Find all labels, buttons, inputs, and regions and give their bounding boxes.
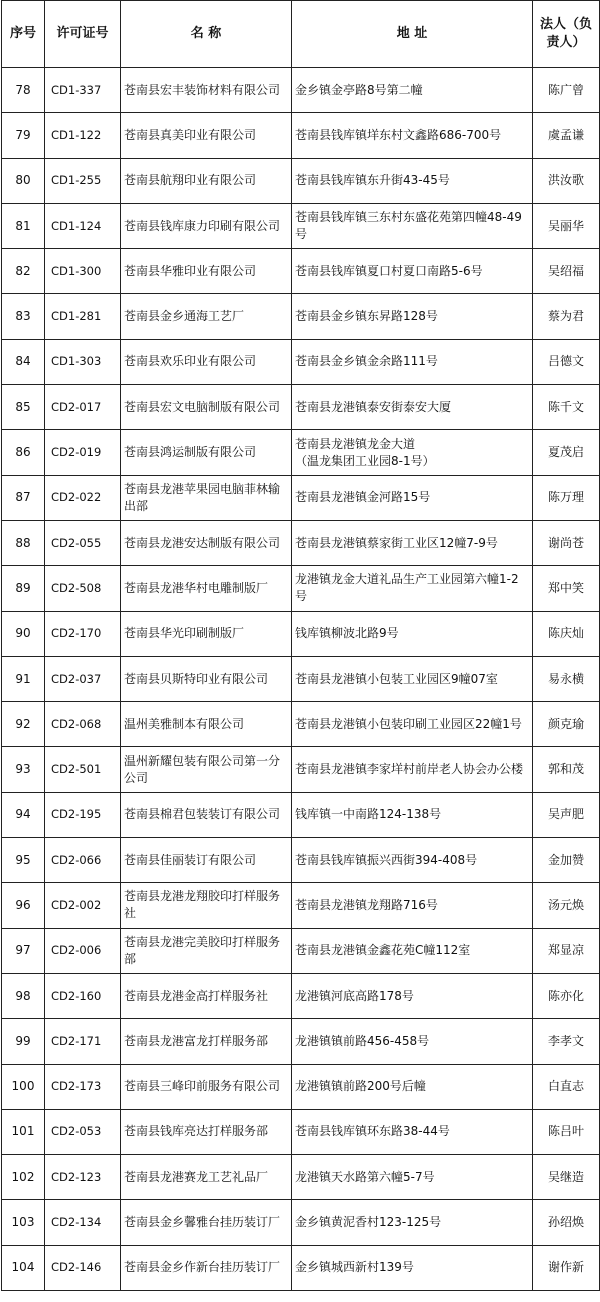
cell-person: 吴丽华 — [533, 203, 600, 248]
cell-person: 谢尚苍 — [533, 520, 600, 565]
cell-license: CD2-134 — [45, 1200, 121, 1245]
cell-license: CD2-002 — [45, 883, 121, 928]
cell-license: CD2-017 — [45, 385, 121, 430]
cell-person: 郑显凉 — [533, 928, 600, 973]
header-row — [2, 1, 600, 68]
cell-name: 苍南县钱库亮达打样服务部 — [121, 1109, 292, 1154]
cell-person: 金加赞 — [533, 838, 600, 883]
table-row — [2, 838, 600, 883]
cell-license: CD2-171 — [45, 1019, 121, 1064]
cell-name: 苍南县金乡通海工艺厂 — [121, 294, 292, 339]
cell-no: 82 — [2, 249, 45, 294]
cell-no: 94 — [2, 792, 45, 837]
cell-person: 谢作新 — [533, 1245, 600, 1290]
cell-address: 龙港镇镇前路456-458号 — [292, 1019, 533, 1064]
cell-no: 91 — [2, 656, 45, 701]
cell-license: CD2-053 — [45, 1109, 121, 1154]
cell-license: CD1-303 — [45, 339, 121, 384]
cell-address: 钱库镇柳波北路9号 — [292, 611, 533, 656]
cell-license: CD1-122 — [45, 113, 121, 158]
table-row — [2, 747, 600, 792]
cell-person: 汤元焕 — [533, 883, 600, 928]
cell-address: 龙港镇龙金大道礼品生产工业园第六幢1-2号 — [292, 566, 533, 611]
table-row — [2, 249, 600, 294]
cell-name: 苍南县龙港赛龙工艺礼品厂 — [121, 1155, 292, 1200]
table-row — [2, 113, 600, 158]
cell-person: 吕德文 — [533, 339, 600, 384]
table-row — [2, 1155, 600, 1200]
table-row — [2, 339, 600, 384]
cell-license: CD2-019 — [45, 430, 121, 475]
cell-no: 96 — [2, 883, 45, 928]
cell-person: 陈亦化 — [533, 973, 600, 1018]
table-row — [2, 656, 600, 701]
cell-name: 苍南县宏丰装饰材料有限公司 — [121, 68, 292, 113]
cell-person: 郭和茂 — [533, 747, 600, 792]
cell-address: 苍南县金乡镇金余路111号 — [292, 339, 533, 384]
cell-address: 苍南县龙港镇小包装印刷工业园区22幢1号 — [292, 702, 533, 747]
table-row — [2, 68, 600, 113]
cell-address: 苍南县钱库镇垟东村文鑫路686-700号 — [292, 113, 533, 158]
cell-name: 苍南县龙港完美胶印打样服务部 — [121, 928, 292, 973]
cell-no: 78 — [2, 68, 45, 113]
table-row — [2, 928, 600, 973]
cell-license: CD1-255 — [45, 158, 121, 203]
cell-person: 李孝文 — [533, 1019, 600, 1064]
cell-no: 95 — [2, 838, 45, 883]
table-row — [2, 1245, 600, 1290]
cell-name: 苍南县龙港龙翔胶印打样服务社 — [121, 883, 292, 928]
header-no: 序号 — [2, 1, 45, 68]
cell-name: 苍南县龙港富龙打样服务部 — [121, 1019, 292, 1064]
cell-license: CD2-055 — [45, 520, 121, 565]
cell-person: 白直志 — [533, 1064, 600, 1109]
table-row — [2, 430, 600, 475]
cell-no: 101 — [2, 1109, 45, 1154]
cell-person: 洪汝歌 — [533, 158, 600, 203]
table-row — [2, 973, 600, 1018]
cell-address: 苍南县龙港镇李家垟村前岸老人协会办公楼 — [292, 747, 533, 792]
cell-no: 104 — [2, 1245, 45, 1290]
cell-name: 温州新耀包装有限公司第一分公司 — [121, 747, 292, 792]
cell-name: 苍南县佳丽装订有限公司 — [121, 838, 292, 883]
header-name: 名 称 — [121, 1, 292, 68]
cell-license: CD2-022 — [45, 475, 121, 520]
table-body — [2, 68, 600, 1291]
cell-address: 苍南县钱库镇环东路38-44号 — [292, 1109, 533, 1154]
cell-address: 苍南县龙港镇金河路15号 — [292, 475, 533, 520]
header-address: 地 址 — [292, 1, 533, 68]
cell-person: 陈千文 — [533, 385, 600, 430]
cell-person: 郑中笑 — [533, 566, 600, 611]
table-row — [2, 203, 600, 248]
cell-name: 苍南县航翔印业有限公司 — [121, 158, 292, 203]
cell-person: 孙绍焕 — [533, 1200, 600, 1245]
cell-person: 吴绍福 — [533, 249, 600, 294]
cell-no: 80 — [2, 158, 45, 203]
cell-address: 苍南县龙港镇龙金大道 （温龙集团工业园8-1号） — [292, 430, 533, 475]
table-row — [2, 475, 600, 520]
cell-no: 84 — [2, 339, 45, 384]
cell-name: 苍南县贝斯特印业有限公司 — [121, 656, 292, 701]
cell-license: CD2-501 — [45, 747, 121, 792]
cell-address: 龙港镇河底高路178号 — [292, 973, 533, 1018]
table-row — [2, 702, 600, 747]
cell-address: 龙港镇镇前路200号后幢 — [292, 1064, 533, 1109]
cell-no: 98 — [2, 973, 45, 1018]
cell-no: 86 — [2, 430, 45, 475]
cell-person: 陈广曾 — [533, 68, 600, 113]
cell-address: 苍南县龙港镇小包装工业园区9幢07室 — [292, 656, 533, 701]
cell-address: 苍南县钱库镇夏口村夏口南路5-6号 — [292, 249, 533, 294]
cell-no: 97 — [2, 928, 45, 973]
cell-license: CD2-123 — [45, 1155, 121, 1200]
cell-name: 苍南县龙港安达制版有限公司 — [121, 520, 292, 565]
cell-license: CD2-195 — [45, 792, 121, 837]
cell-license: CD2-006 — [45, 928, 121, 973]
cell-no: 93 — [2, 747, 45, 792]
cell-name: 苍南县棉君包装装订有限公司 — [121, 792, 292, 837]
cell-name: 苍南县欢乐印业有限公司 — [121, 339, 292, 384]
cell-address: 苍南县钱库镇东升街43-45号 — [292, 158, 533, 203]
cell-address: 苍南县钱库镇振兴西街394-408号 — [292, 838, 533, 883]
cell-person: 吴声肥 — [533, 792, 600, 837]
cell-license: CD2-037 — [45, 656, 121, 701]
table-row — [2, 792, 600, 837]
cell-license: CD2-146 — [45, 1245, 121, 1290]
cell-no: 100 — [2, 1064, 45, 1109]
table-row — [2, 1109, 600, 1154]
table-row — [2, 158, 600, 203]
header-person: 法人（负责人） — [533, 1, 600, 68]
cell-address: 苍南县龙港镇金鑫花苑C幢112室 — [292, 928, 533, 973]
table-row — [2, 520, 600, 565]
cell-no: 99 — [2, 1019, 45, 1064]
cell-name: 苍南县鸿运制版有限公司 — [121, 430, 292, 475]
cell-name: 苍南县真美印业有限公司 — [121, 113, 292, 158]
cell-name: 苍南县华光印刷制版厂 — [121, 611, 292, 656]
cell-name: 温州美雅制本有限公司 — [121, 702, 292, 747]
cell-license: CD2-173 — [45, 1064, 121, 1109]
cell-person: 陈吕叶 — [533, 1109, 600, 1154]
cell-name: 苍南县三峰印前服务有限公司 — [121, 1064, 292, 1109]
cell-person: 陈庆灿 — [533, 611, 600, 656]
cell-no: 81 — [2, 203, 45, 248]
cell-no: 89 — [2, 566, 45, 611]
cell-name: 苍南县龙港华村电雕制版厂 — [121, 566, 292, 611]
cell-address: 金乡镇城西新村139号 — [292, 1245, 533, 1290]
table-row — [2, 566, 600, 611]
cell-name: 苍南县宏文电脑制版有限公司 — [121, 385, 292, 430]
cell-person: 易永横 — [533, 656, 600, 701]
table-row — [2, 385, 600, 430]
cell-license: CD1-300 — [45, 249, 121, 294]
cell-address: 龙港镇天水路第六幢5-7号 — [292, 1155, 533, 1200]
cell-address: 苍南县钱库镇三东村东盛花苑第四幢48-49号 — [292, 203, 533, 248]
cell-no: 79 — [2, 113, 45, 158]
header-license: 许可证号 — [45, 1, 121, 68]
cell-person: 夏茂启 — [533, 430, 600, 475]
license-table — [1, 0, 600, 1291]
cell-name: 苍南县金乡馨雅台挂历装订厂 — [121, 1200, 292, 1245]
cell-address: 苍南县金乡镇东昇路128号 — [292, 294, 533, 339]
table-row — [2, 294, 600, 339]
cell-license: CD1-281 — [45, 294, 121, 339]
cell-person: 虞孟谦 — [533, 113, 600, 158]
table-row — [2, 1019, 600, 1064]
cell-no: 83 — [2, 294, 45, 339]
cell-license: CD2-068 — [45, 702, 121, 747]
cell-name: 苍南县龙港苹果园电脑菲林输出部 — [121, 475, 292, 520]
cell-address: 苍南县龙港镇龙翔路716号 — [292, 883, 533, 928]
cell-person: 颜克瑜 — [533, 702, 600, 747]
cell-no: 103 — [2, 1200, 45, 1245]
cell-license: CD2-508 — [45, 566, 121, 611]
cell-name: 苍南县金乡作新台挂历装订厂 — [121, 1245, 292, 1290]
table-row — [2, 611, 600, 656]
cell-no: 92 — [2, 702, 45, 747]
cell-address: 金乡镇金亭路8号第二幢 — [292, 68, 533, 113]
cell-license: CD2-066 — [45, 838, 121, 883]
cell-no: 87 — [2, 475, 45, 520]
cell-no: 85 — [2, 385, 45, 430]
cell-license: CD2-170 — [45, 611, 121, 656]
table-row — [2, 883, 600, 928]
cell-address: 苍南县龙港镇泰安街泰安大厦 — [292, 385, 533, 430]
cell-name: 苍南县钱库康力印刷有限公司 — [121, 203, 292, 248]
cell-person: 蔡为君 — [533, 294, 600, 339]
cell-address: 钱库镇一中南路124-138号 — [292, 792, 533, 837]
cell-no: 88 — [2, 520, 45, 565]
table-row — [2, 1064, 600, 1109]
cell-license: CD1-337 — [45, 68, 121, 113]
cell-person: 陈万理 — [533, 475, 600, 520]
cell-no: 90 — [2, 611, 45, 656]
cell-person: 吴继造 — [533, 1155, 600, 1200]
cell-license: CD1-124 — [45, 203, 121, 248]
table-row — [2, 1200, 600, 1245]
cell-no: 102 — [2, 1155, 45, 1200]
cell-address: 苍南县龙港镇蔡家街工业区12幢7-9号 — [292, 520, 533, 565]
cell-license: CD2-160 — [45, 973, 121, 1018]
cell-name: 苍南县龙港金高打样服务社 — [121, 973, 292, 1018]
cell-name: 苍南县华雅印业有限公司 — [121, 249, 292, 294]
cell-address: 金乡镇黄泥香村123-125号 — [292, 1200, 533, 1245]
